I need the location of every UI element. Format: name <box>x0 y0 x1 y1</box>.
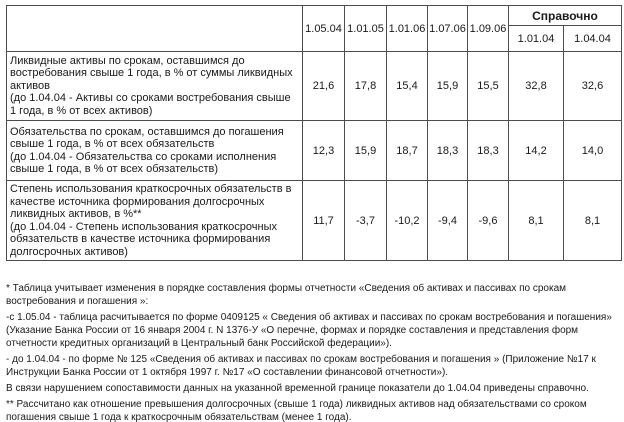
value-cell: 15,4 <box>387 52 428 121</box>
row-label-main-text: Ликвидные активы по срокам, оставшимся до востребования свыше 1 года, в % от суммы ликвидных активов <box>10 54 293 92</box>
value-cell: 12,3 <box>303 121 345 181</box>
row-label-main-text: Обязательства по срокам, оставшимся до погашения свыше 1 года, в % от всех обязательств <box>10 125 284 150</box>
row-label-short-term-usage <box>7 181 303 261</box>
header-empty-corner-cell <box>7 6 303 52</box>
value-cell-reference: 14,2 <box>509 121 564 181</box>
value-cell: 11,7 <box>303 181 345 261</box>
footnotes-block <box>6 282 618 422</box>
value-cell: -3,7 <box>345 181 387 261</box>
value-cell: 18,7 <box>387 121 428 181</box>
value-cell: -9,6 <box>468 181 509 261</box>
row-label-note-text: (до 1.04.04 - Степень использования краткосрочных обязательств в качестве источника формирования долгосрочных активов) <box>10 220 277 258</box>
value-cell: 15,9 <box>345 121 387 181</box>
footnote-form-125: - до 1.04.04 - по форме № 125 «Сведения об активах и пассивах по срокам востребования и погашения » (Приложение №17 к Инструкции Банка России от 1 октября 1997 г. №17 «О составлении финансовой отчетности»). <box>6 354 596 378</box>
row-label-liabilities <box>7 121 303 181</box>
row-label-note-text: (до 1.04.04 - Обязательства со сроками исполнения свыше 1 года, в % от всех обязательств) <box>10 150 277 175</box>
value-cell-reference: 8,1 <box>509 181 564 261</box>
table-row-short-term-usage <box>7 181 622 261</box>
value-cell: 18,3 <box>428 121 468 181</box>
reference-group-header: Справочно <box>509 6 622 26</box>
column-header-date-2: 1.01.05 <box>345 6 387 52</box>
value-cell-reference: 8,1 <box>564 181 622 261</box>
value-cell-reference: 14,0 <box>564 121 622 181</box>
value-cell: 18,3 <box>468 121 509 181</box>
row-label-liquid-assets <box>7 52 303 121</box>
row-label-main-text: Степень использования краткосрочных обязательств в качестве источника формирования долгосрочных ликвидных активов, в %** <box>10 183 292 220</box>
footnote-table-changes: * Таблица учитывает изменения в порядке составления формы отчетности «Сведения об активах и пассивах по срокам востребования и погашения »: <box>6 283 567 307</box>
table-row-liabilities <box>7 121 622 181</box>
column-header-date-3: 1.01.06 <box>387 6 428 52</box>
liquidity-maturity-table <box>6 5 622 261</box>
value-cell: 15,9 <box>428 52 468 121</box>
column-header-date-5: 1.09.06 <box>468 6 509 52</box>
footnote-comparability: В связи нарушением сопоставимости данных на указанной временной границе показатели до 1.04.04 приведены справочно. <box>6 383 589 394</box>
header-row-top <box>7 6 622 26</box>
table-row-liquid-assets <box>7 52 622 121</box>
row-label-note-text: (до 1.04.04 - Активы со сроками востребования свыше 1 года, в % от всех активов) <box>10 92 291 117</box>
footnote-form-0409125: -с 1.05.04 - таблица расчитывается по форме 0409125 « Сведения об активах и пассивах по срокам востребования и погашения» (Указание Банка России от 16 января 2004 г. N 1376-У «О перечне, формах и порядке составления и представления форм отчетности кредитных организаций в Центральный банк Российской федерации»). <box>6 312 612 349</box>
value-cell: 15,5 <box>468 52 509 121</box>
value-cell: 17,8 <box>345 52 387 121</box>
column-header-date-4: 1.07.06 <box>428 6 468 52</box>
reference-column-header-date-2: 1.04.04 <box>564 26 622 52</box>
column-header-date-1: 1.05.04 <box>303 6 345 52</box>
value-cell: -10,2 <box>387 181 428 261</box>
footnote-calculation-method: ** Рассчитано как отношение превышения долгосрочных (свыше 1 года) ликвидных активов над обязательствами со сроком погашения свыше 1 года к краткосрочным обязательствам (менее 1 года). <box>6 399 587 422</box>
value-cell-reference: 32,8 <box>509 52 564 121</box>
reference-column-header-date-1: 1.01.04 <box>509 26 564 52</box>
value-cell: 21,6 <box>303 52 345 121</box>
value-cell-reference: 32,6 <box>564 52 622 121</box>
value-cell: -9,4 <box>428 181 468 261</box>
